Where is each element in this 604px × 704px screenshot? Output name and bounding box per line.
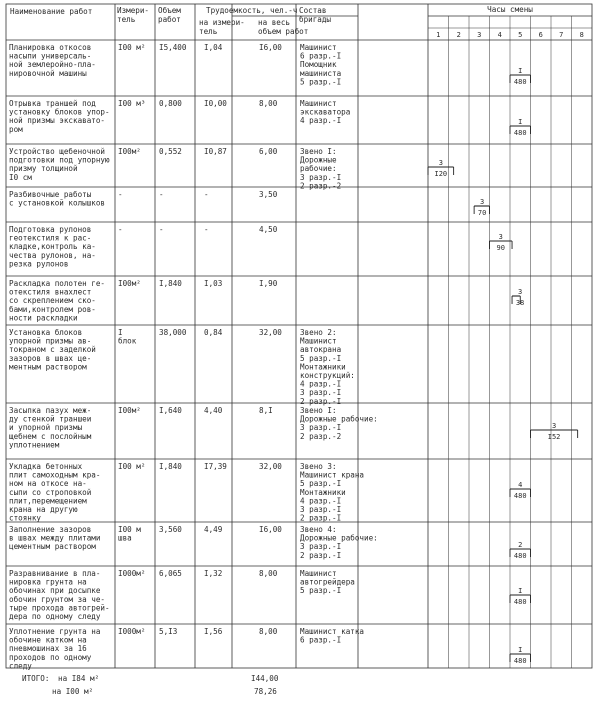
- schedule-bar: [531, 422, 578, 441]
- header-hours: Часы смены: [487, 5, 533, 14]
- volume-cell: -: [159, 225, 164, 234]
- work-name-line: проходов по одному: [9, 652, 92, 662]
- crew-line: Помощник: [300, 60, 337, 70]
- labor-total-cell: I,90: [259, 279, 278, 288]
- totals-block: [22, 674, 279, 696]
- crew-line: 2 разр.-I: [300, 513, 342, 523]
- table-row: [9, 569, 355, 621]
- labor-total-cell: 8,00: [259, 627, 278, 636]
- hour-number: 4: [497, 31, 502, 39]
- header-per-unit-line: на измери-: [199, 18, 245, 27]
- volume-cell: 5,I3: [159, 627, 178, 636]
- hour-number: 1: [436, 31, 441, 39]
- bar-duration-label: 480: [513, 492, 527, 500]
- work-name-line: ности раскладки: [9, 313, 78, 323]
- header-volume-line: работ: [158, 15, 181, 24]
- crew-line: 6 разр.-I: [300, 51, 342, 61]
- crew-line: 2 разр.-I: [300, 396, 342, 406]
- labor-total-cell: 8,00: [259, 569, 278, 578]
- bar-duration-label: 480: [513, 598, 527, 606]
- crew-line: Машинист: [300, 99, 337, 108]
- labor-per-unit-cell: 4,49: [204, 525, 223, 534]
- labor-total-cell: I6,00: [259, 525, 282, 534]
- table-row: [9, 279, 278, 322]
- work-name-line: отекстиля внахлест: [9, 287, 92, 297]
- labor-per-unit-cell: I,03: [204, 279, 223, 288]
- work-name-line: уплотнением: [9, 440, 60, 450]
- labor-total-cell: 3,50: [259, 190, 278, 199]
- work-name-line: резка рулонов: [9, 259, 69, 269]
- totals-line2-value: 78,26: [254, 687, 277, 696]
- work-name-line: нировка грунта на: [9, 577, 87, 587]
- work-name-line: пневмошинах за 16: [9, 644, 87, 654]
- work-name-line: плит самоходным кра-: [9, 470, 101, 480]
- work-name-line: и упорной призмы: [9, 423, 83, 433]
- work-name-line: Разбивочные работы: [9, 190, 92, 199]
- labor-total-cell: 8,I: [259, 406, 273, 415]
- crew-line: 5 разр.-I: [300, 586, 342, 596]
- crew-line: Дорожные рабочие:: [300, 414, 378, 424]
- bar-duration-label: 90: [496, 244, 505, 252]
- work-name-line: Подготовка рулонов: [9, 225, 92, 234]
- volume-cell: -: [159, 190, 164, 199]
- crew-line: 3 разр.-I: [300, 172, 342, 182]
- unit-cell: шва: [118, 533, 132, 543]
- table-row: [9, 147, 341, 190]
- labor-per-unit-cell: 0,84: [204, 328, 223, 337]
- crew-line: 3 разр.-I: [300, 388, 342, 398]
- schedule-bar: [490, 233, 513, 252]
- bar-workers-label: I: [518, 118, 523, 126]
- bar-duration-label: 480: [513, 657, 527, 665]
- work-name-line: обочинах при досыпке: [9, 586, 101, 596]
- schedule-bar: [510, 481, 531, 500]
- work-name-line: со скреплением ско-: [9, 296, 96, 306]
- bar-workers-label: 3: [517, 288, 523, 296]
- table-row: [9, 627, 364, 670]
- work-name-line: чества рулонов, на-: [9, 250, 96, 260]
- work-name-line: цементным раствором: [9, 542, 96, 552]
- crew-line: Машинист: [300, 336, 337, 346]
- volume-cell: I,840: [159, 279, 182, 288]
- totals-line1-label: на I84 м²: [58, 674, 100, 683]
- work-name-line: Заполнение зазоров: [9, 525, 92, 534]
- labor-total-cell: 6,00: [259, 147, 278, 156]
- bar-duration-label: 480: [513, 552, 527, 560]
- labor-per-unit-cell: I0,87: [204, 147, 227, 156]
- work-name-line: Засыпка пазух меж-: [9, 406, 92, 415]
- labor-total-cell: I6,00: [259, 43, 282, 52]
- crew-line: 2 разр.-2: [300, 181, 342, 191]
- unit-cell: I000м²: [118, 569, 146, 578]
- work-name-line: дера по одному следу: [9, 612, 101, 621]
- work-name-line: щебнем с послойным: [9, 431, 92, 441]
- crew-line: Монтажники: [300, 487, 346, 497]
- header-per-unit-line: тель: [199, 27, 218, 36]
- work-name-line: ной землеройно-пла-: [9, 60, 96, 70]
- labor-per-unit-cell: I,04: [204, 43, 223, 52]
- table-row: [9, 406, 378, 449]
- bar-duration-label: 70: [477, 209, 487, 217]
- bar-workers-label: I: [518, 67, 523, 75]
- crew-line: 5 разр.-I: [300, 479, 342, 489]
- schedule-bar: [474, 198, 489, 217]
- bar-duration-label: I20: [434, 170, 448, 178]
- work-name-line: Устройство щебеночной: [9, 147, 106, 156]
- crew-line: 2 разр.-2: [300, 431, 342, 441]
- table-row: [9, 328, 355, 406]
- schedule-bar: [510, 118, 531, 137]
- crew-line: рабочие:: [300, 164, 337, 174]
- crew-line: 4 разр.-I: [300, 116, 342, 126]
- work-name-line: призму толщиной: [9, 164, 78, 174]
- work-name-line: Планировка откосов: [9, 43, 92, 52]
- labor-per-unit-cell: I,56: [204, 627, 223, 636]
- work-name-line: обочине катком на: [9, 635, 87, 645]
- table-row: [9, 525, 378, 560]
- volume-cell: 0,800: [159, 99, 182, 108]
- volume-cell: 0,552: [159, 147, 182, 156]
- work-name-line: ду стенкой траншеи: [9, 414, 92, 424]
- work-name-line: стоянку: [9, 513, 42, 523]
- crew-line: 4 разр.-I: [300, 379, 342, 389]
- header-labor: Трудоемкость, чел.-ч: [206, 6, 298, 15]
- crew-line: 6 разр.-I: [300, 635, 342, 645]
- header-total-line: на весь: [258, 18, 291, 27]
- work-name-line: крана на другую: [9, 505, 78, 514]
- crew-line: Монтажники: [300, 362, 346, 372]
- header-crew-line: бригады: [299, 15, 332, 24]
- table-row: [9, 462, 364, 523]
- work-name-line: ной призмы экскавато-: [9, 116, 106, 126]
- work-name-line: бами,контролем ров-: [9, 304, 96, 314]
- work-name-line: нировочной машины: [9, 68, 87, 78]
- crew-line: 3 разр.-I: [300, 505, 342, 514]
- work-name-line: зазоров в швах це-: [9, 353, 92, 363]
- work-name-line: геотекстиля к рас-: [9, 233, 92, 243]
- work-name-line: Отрывка траншей под: [9, 99, 96, 108]
- schedule-bar: [510, 541, 531, 560]
- crew-line: Машинист крана: [300, 470, 365, 480]
- work-name-line: установку блоков упор-: [9, 107, 110, 117]
- crew-line: 4 разр.-I: [300, 496, 342, 506]
- crew-line: конструкций:: [300, 371, 355, 380]
- volume-cell: I,840: [159, 462, 182, 471]
- bar-workers-label: 4: [518, 481, 523, 489]
- crew-line: 5 разр.-I: [300, 77, 342, 87]
- schedule-bars: [428, 67, 578, 665]
- totals-line1-value: I44,00: [251, 674, 279, 683]
- crew-line: Звено 3:: [300, 462, 337, 471]
- labor-per-unit-cell: -: [204, 225, 209, 234]
- bar-workers-label: I: [518, 646, 523, 654]
- crew-line: экскаватора: [300, 107, 351, 117]
- work-name-line: следу: [9, 661, 32, 671]
- crew-line: Звено I:: [300, 147, 337, 156]
- crew-line: Машинист: [300, 569, 337, 578]
- table-row: [9, 225, 278, 268]
- volume-cell: 3,560: [159, 525, 182, 534]
- bar-workers-label: 3: [438, 159, 443, 167]
- bar-workers-label: 2: [518, 541, 523, 549]
- unit-cell: I00 м²: [118, 462, 146, 471]
- crew-line: Машинист катка: [300, 627, 365, 636]
- table-row: [9, 99, 350, 134]
- hour-number: 6: [538, 31, 543, 39]
- header-volume-line: Объем: [158, 6, 181, 15]
- hour-number: 8: [579, 31, 584, 39]
- work-name-line: Разравнивание в пла-: [9, 569, 101, 578]
- crew-line: Звено 4:: [300, 525, 337, 534]
- totals-line2-label: на I00 м²: [52, 687, 94, 696]
- work-name-line: ром: [9, 124, 23, 134]
- volume-cell: I5,400: [159, 43, 187, 52]
- schedule-bar: [510, 67, 531, 86]
- work-name-line: с установкой колышков: [9, 198, 106, 208]
- crew-line: Машинист: [300, 43, 337, 52]
- labor-total-cell: 8,00: [259, 99, 278, 108]
- labor-total-cell: 32,00: [259, 462, 282, 471]
- schedule-bar: [510, 587, 531, 606]
- crew-line: 3 разр.-I: [300, 423, 342, 433]
- work-name-line: ментным раствором: [9, 362, 87, 372]
- work-name-line: Установка блоков: [9, 328, 83, 337]
- labor-per-unit-cell: -: [204, 190, 209, 199]
- header-work: Наименование работ: [10, 7, 93, 16]
- table-row: [9, 190, 278, 208]
- unit-cell: блок: [118, 336, 137, 346]
- crew-line: 5 разр.-I: [300, 353, 342, 363]
- labor-per-unit-cell: I,32: [204, 569, 223, 578]
- crew-line: автокрана: [300, 345, 342, 355]
- bar-workers-label: 3: [480, 198, 485, 206]
- crew-line: Звено 2:: [300, 328, 337, 337]
- table-row: [9, 43, 341, 86]
- header-unit-line: Измери-: [117, 6, 150, 15]
- unit-cell: -: [118, 190, 123, 199]
- volume-cell: 38,000: [159, 328, 187, 337]
- bar-duration-label: I52: [547, 433, 561, 441]
- work-name-line: сыпи со строповкой: [9, 487, 92, 497]
- work-name-line: обочин грунтом за че-: [9, 594, 106, 604]
- unit-cell: I00 м³: [118, 99, 146, 108]
- bar-duration-label: 480: [513, 78, 527, 86]
- crew-line: Звено I:: [300, 406, 337, 415]
- crew-line: автогрейдера: [300, 577, 355, 587]
- unit-cell: I00м²: [118, 147, 141, 156]
- schedule-bar: [428, 159, 454, 178]
- totals-label: ИТОГО:: [22, 674, 50, 683]
- unit-cell: I00 м²: [118, 43, 146, 52]
- work-name-line: подготовки под упорную: [9, 155, 110, 165]
- bar-workers-label: I: [518, 587, 523, 595]
- work-name-line: токраном с заделкой: [9, 345, 96, 355]
- work-name-line: кладке,контроль ка-: [9, 242, 96, 252]
- table-body: [9, 43, 378, 670]
- hour-number: 7: [559, 31, 564, 39]
- crew-line: Дорожные: [300, 155, 337, 165]
- hour-number: 3: [477, 31, 482, 39]
- unit-cell: I00м²: [118, 279, 141, 288]
- volume-cell: I,640: [159, 406, 182, 415]
- bar-duration-label: 480: [513, 129, 527, 137]
- schedule-bar: [510, 646, 531, 665]
- work-name-line: в швах между плитами: [9, 533, 101, 543]
- unit-cell: I: [118, 328, 123, 337]
- labor-per-unit-cell: I0,00: [204, 99, 227, 108]
- header-total-line: объем работ: [258, 27, 309, 36]
- work-name-line: упорной призмы ав-: [9, 336, 92, 346]
- unit-cell: I00 м: [118, 525, 141, 534]
- labor-per-unit-cell: I7,39: [204, 462, 227, 471]
- work-name-line: тыре прохода автогрей-: [9, 603, 110, 613]
- bar-workers-label: 3: [498, 233, 503, 241]
- work-name-line: насыпи универсаль-: [9, 51, 92, 61]
- work-name-line: Уплотнение грунта на: [9, 627, 101, 636]
- crew-line: 2 разр.-I: [300, 550, 342, 560]
- volume-cell: 6,065: [159, 569, 182, 578]
- unit-cell: I00м²: [118, 406, 141, 415]
- work-name-line: ном на откосе на-: [9, 479, 87, 489]
- schedule-bar: [512, 288, 524, 307]
- unit-cell: I000м²: [118, 627, 146, 636]
- hour-number: 5: [518, 31, 523, 39]
- work-name-line: I0 см: [9, 172, 32, 182]
- bar-duration-label: 38: [515, 299, 525, 307]
- crew-line: Дорожные рабочие:: [300, 533, 378, 543]
- table-header: [10, 5, 584, 39]
- work-name-line: Раскладка полотен ге-: [9, 279, 106, 288]
- header-unit-line: тель: [117, 15, 136, 24]
- hour-number: 2: [456, 31, 461, 39]
- work-name-line: Укладка бетонных: [9, 462, 83, 471]
- labor-per-unit-cell: 4,40: [204, 406, 223, 415]
- labor-total-cell: 4,50: [259, 225, 278, 234]
- bar-workers-label: 3: [551, 422, 557, 430]
- crew-line: 3 разр.-I: [300, 542, 342, 552]
- labor-total-cell: 32,00: [259, 328, 282, 337]
- crew-line: машиниста: [300, 68, 342, 78]
- header-crew-line: Состав: [299, 6, 327, 15]
- unit-cell: -: [118, 225, 123, 234]
- work-name-line: плит,перемещением: [9, 496, 87, 506]
